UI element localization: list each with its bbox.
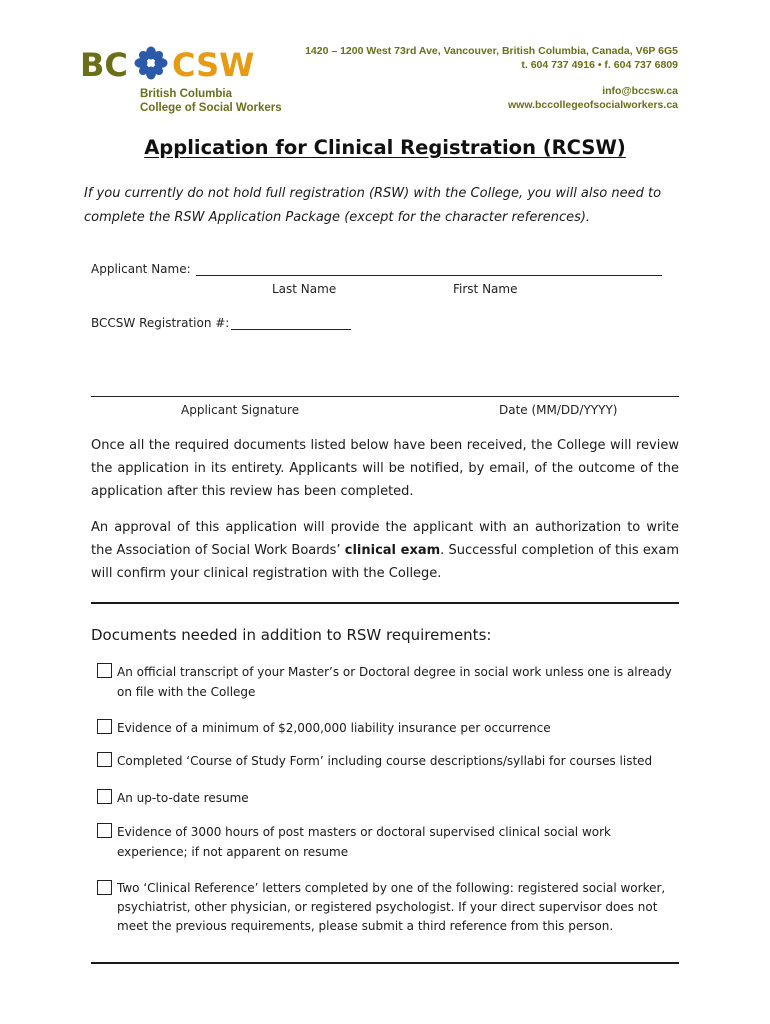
approval-paragraph [91, 516, 679, 585]
first-name-label: First Name [453, 282, 518, 296]
applicant-name-row [91, 262, 191, 276]
college-website: www.bccollegeofsocialworkers.ca [507, 99, 678, 111]
college-logo [80, 42, 320, 114]
checklist-label: Evidence of 3000 hours of post masters or doctoral supervised clinical social work experience; if not apparent on resume [117, 825, 611, 859]
review-paragraph: Once all the required documents listed below have been received, the College will review the application in its entirety. Applicants will be notified, by email, of the outcome of the application after this review has been completed. [91, 438, 679, 499]
checklist-label: Completed ‘Course of Study Form’ including course descriptions/syllabi for courses listed [117, 754, 653, 768]
applicant-name-label: Applicant Name: [91, 262, 191, 276]
checklist-label: Two ‘Clinical Reference’ letters completed by one of the following: registered social worker, psychiatrist, other physician, or registered psychologist. If your direct supervisor does not meet the previous requirements, please submit a third reference from this person. [117, 881, 666, 933]
college-email: info@bccsw.ca [602, 85, 678, 97]
checklist-item-supervised-hours [97, 822, 677, 864]
flower-icon [134, 46, 168, 80]
registration-number-field[interactable] [231, 329, 351, 330]
signature-label: Applicant Signature [181, 403, 300, 417]
logo-csw-text: CSW [172, 46, 255, 84]
section-divider [91, 602, 679, 604]
checklist-item-insurance [97, 718, 677, 738]
checklist-label: Evidence of a minimum of $2,000,000 liability insurance per occurrence [117, 721, 551, 735]
applicant-name-field[interactable] [196, 275, 662, 276]
college-phone-fax: t. 604 737 4916 • f. 604 737 6809 [521, 59, 678, 71]
checkbox-clinical-references[interactable] [97, 880, 112, 895]
checkbox-supervised-hours[interactable] [97, 823, 112, 838]
approval-text-end: . Successful completion of this exam will confirm your clinical registration with the College. [91, 543, 679, 581]
checklist-label: An up-to-date resume [117, 791, 249, 805]
checkbox-insurance[interactable] [97, 719, 112, 734]
checkbox-transcript[interactable] [97, 663, 112, 678]
logo-subtitle-1: British Columbia [140, 88, 233, 100]
documents-heading: Documents needed in addition to RSW requirements: [91, 626, 492, 644]
bottom-divider [91, 962, 679, 964]
date-label: Date (MM/DD/YYYY) [499, 403, 618, 417]
logo-subtitle-2: College of Social Workers [140, 102, 282, 114]
approval-text-start: An approval of this application will provide the applicant with an authorization to write the Association of Social Work Boards’ [91, 520, 679, 558]
registration-label: BCCSW Registration #: [91, 316, 230, 330]
checkbox-resume[interactable] [97, 789, 112, 804]
intro-note: If you currently do not hold full registration (RSW) with the College, you will also need to complete the RSW Application Package (except for the character references). [84, 186, 662, 225]
checklist-item-transcript [97, 662, 677, 702]
college-address: 1420 – 1200 West 73rd Ave, Vancouver, British Columbia, Canada, V6P 6G5 [305, 45, 678, 57]
checklist-label: An official transcript of your Master’s or Doctoral degree in social work unless one is already on file with the College [117, 665, 672, 699]
checklist-item-clinical-references [97, 879, 677, 957]
signature-field[interactable] [91, 396, 679, 397]
checklist-item-resume [97, 788, 677, 808]
last-name-label: Last Name [272, 282, 337, 296]
page-title: Application for Clinical Registration (RCSW) [144, 136, 626, 159]
checkbox-course-of-study[interactable] [97, 752, 112, 767]
logo-bc-text: BC [80, 46, 128, 84]
checklist-item-course-of-study [97, 751, 677, 771]
clinical-exam-emphasis: clinical exam [344, 543, 441, 558]
